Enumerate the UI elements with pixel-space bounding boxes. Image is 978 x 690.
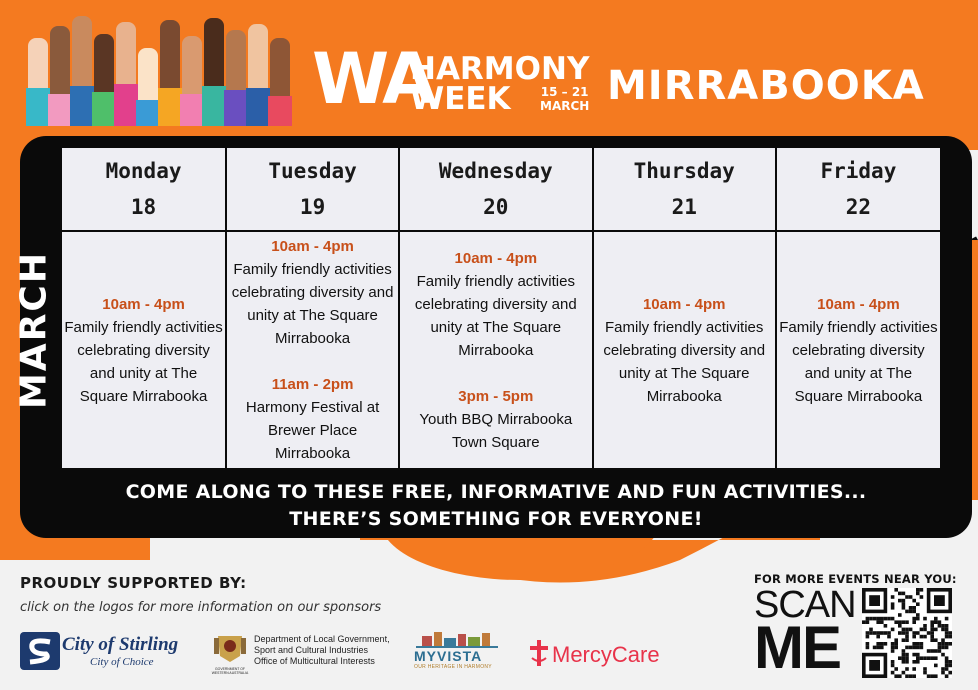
wa-crest-icon [210,628,250,666]
day-header-thursday: Thursday 21 [593,147,776,231]
scan-text: SCAN [754,584,856,626]
footer-line-1: COME ALONG TO THESE FREE, INFORMATIVE AND FUN ACTIVITIES... [125,481,867,503]
month-label: MARCH [13,251,55,409]
event-cell-friday [776,231,941,469]
day-header-tuesday: Tuesday 19 [226,147,399,231]
qr-code-icon[interactable] [862,588,952,678]
event-cell-thursday [593,231,776,469]
table-header-row [61,147,941,231]
location-title: MIRRABOOKA [607,63,925,109]
sponsors-heading: PROUDLY SUPPORTED BY: [20,574,247,592]
event-description: Family friendly activities celebrating diversity and unity at The Square Mirrabooka [603,318,766,405]
event-time: 10am - 4pm [102,295,185,313]
myvista-logo-link[interactable] [410,628,505,672]
event-time: 3pm - 5pm [458,387,534,405]
event-description: Family friendly activities celebrating diversity and unity at The Square Mirrabooka [779,318,938,405]
stirling-name: City of Stirling [62,634,179,655]
event-cell-tuesday [226,231,399,469]
footer-line-2: THERE’S SOMETHING FOR EVERYONE! [289,508,703,530]
event-description: Family friendly activities celebrating diversity and unity at The Square Mirrabooka [64,318,223,405]
day-header-wednesday: Wednesday 20 [399,147,593,231]
more-events-label: FOR MORE EVENTS NEAR YOU: [754,572,957,586]
event-cell-monday [61,231,226,469]
mercycare-logo-link[interactable] [528,634,668,674]
day-header-monday: Monday 18 [61,147,226,231]
day-header-friday: Friday 22 [776,147,941,231]
dates-month: MARCH [540,98,590,113]
gov-subtitle: GOVERNMENT OF WESTERN AUSTRALIA [211,667,249,675]
event-time: 10am - 4pm [454,249,538,267]
raised-hands-illustration [22,8,302,126]
wa-logo-text: WA [312,38,433,120]
event-time: 10am - 4pm [817,295,900,313]
city-of-stirling-logo-link[interactable] [20,630,190,674]
event-time: 10am - 4pm [271,238,354,255]
event-description: Family friendly activities celebrating diversity and unity at The Square Mirrabooka [231,261,394,347]
harmony-text: HARMONY [410,51,590,87]
week-text: WEEK [410,81,511,117]
event-time: 11am - 2pm [271,376,354,393]
dates-range: 15 – 21 [540,85,589,99]
stirling-tagline: City of Choice [90,656,154,668]
myvista-name: MYVISTA [414,648,483,664]
event-time: 10am - 4pm [642,295,726,313]
mercycare-name: MercyCare [552,642,660,667]
me-text: ME [754,614,840,681]
event-description: Family friendly activities celebrating diversity and unity at The Square Mirrabooka [414,272,577,359]
stirling-emblem-icon [20,632,60,670]
event-description: Harmony Festival at Brewer Place Mirrabooka [245,399,380,462]
gov-department-text: Department of Local Government, Sport and Cultural Industries Office of Multicultural Interests [254,634,390,666]
mercycare-cross-icon [528,638,550,668]
sponsors-note: click on the logos for more information on our sponsors [20,600,382,615]
event-description: Youth BBQ Mirrabooka Town Square [419,410,573,451]
myvista-tagline: OUR HERITAGE IN HARMONY [414,664,492,670]
myvista-skyline-icon [412,628,502,648]
table-row [61,231,941,469]
event-cell-wednesday [399,231,593,469]
event-dates [540,86,589,114]
wa-government-logo-link[interactable] [208,628,398,678]
schedule-table [60,146,942,470]
